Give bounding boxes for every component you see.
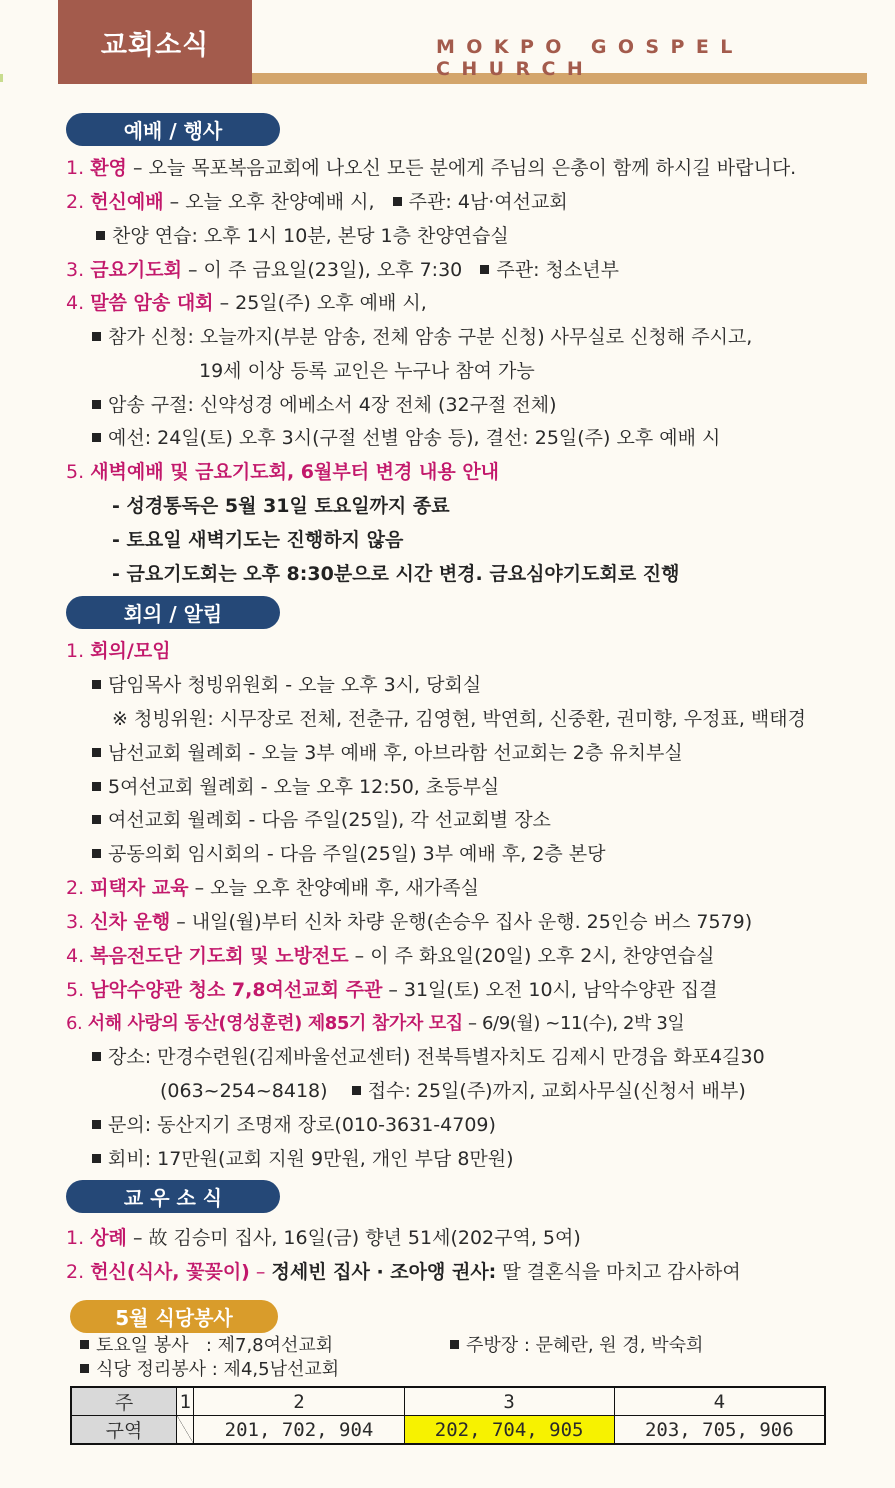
notice-worship-5b: - 토요일 새벽기도는 진행하지 않음 bbox=[112, 529, 404, 551]
notice-worship-2-detail: 찬양 연습: 오후 1시 10분, 본당 1층 찬양연습실 bbox=[96, 223, 509, 249]
bullet-icon bbox=[480, 265, 489, 274]
notice-meeting-6a: 장소: 만경수련원(김제바울선교센터) 전북특별자치도 김제시 만경읍 화포4길30 bbox=[92, 1044, 765, 1070]
section-pill-meal: 5월 식당봉사 bbox=[70, 1300, 278, 1333]
notice-worship-5: 5. 새벽예배 및 금요기도회, 6월부터 변경 내용 안내 bbox=[66, 461, 500, 483]
notice-worship-1: 1. 환영 – 오늘 목포복음교회에 나오신 모든 분에게 주님의 은총이 함께 하시길 바랍니다. bbox=[66, 157, 797, 179]
section-pill-members: 교 우 소 식 bbox=[66, 1180, 280, 1213]
header-tab-label: 교회소식 bbox=[100, 29, 210, 61]
bullet-icon bbox=[92, 782, 101, 791]
notice-worship-5a: - 성경통독은 5월 31일 토요일까지 종료 bbox=[112, 495, 450, 517]
notice-worship-4-apply-cont: 19세 이상 등록 교인은 누구나 참여 가능 bbox=[199, 360, 535, 382]
bullet-icon bbox=[92, 748, 101, 757]
bullet-icon bbox=[96, 231, 105, 240]
notice-meeting-1c: 5여선교회 월례회 - 오늘 오후 12:50, 초등부실 bbox=[92, 774, 499, 800]
bullet-icon bbox=[92, 400, 101, 409]
meal-saturday: 토요일 봉사 : 제7,8여선교회 bbox=[80, 1333, 333, 1359]
notice-worship-4-apply: 참가 신청: 오늘까지(부분 암송, 전체 암송 구분 신청) 사무실로 신청해 주시고, bbox=[92, 324, 752, 350]
table-row bbox=[71, 1416, 825, 1445]
notice-meeting-6b: 문의: 동산지기 조명재 장로(010-3631-4709) bbox=[92, 1112, 496, 1138]
notice-meeting-3: 3. 신차 운행 – 내일(월)부터 신차 차량 운행(손승우 집사 운행. 25인승 버스 7579) bbox=[66, 911, 753, 933]
notice-meeting-5: 5. 남악수양관 청소 7,8여선교회 주관 – 31일(토) 오전 10시, 남악수양관 집결 bbox=[66, 979, 718, 1001]
notice-members-1: 1. 상례 – 故 김승미 집사, 16일(금) 향년 51세(202구역, 5여) bbox=[66, 1227, 581, 1249]
bullet-icon bbox=[92, 1120, 101, 1129]
bullet-icon bbox=[80, 1364, 89, 1373]
notice-meeting-4: 4. 복음전도단 기도회 및 노방전도 – 이 주 화요일(20일) 오후 2시, 찬양연습실 bbox=[66, 945, 715, 967]
meal-cleanup: 식당 정리봉사 : 제4,5남선교회 bbox=[80, 1357, 339, 1383]
notice-meeting-1b: 남선교회 월례회 - 오늘 3부 예배 후, 아브라함 선교회는 2층 유치부실 bbox=[92, 740, 683, 766]
table-area-cell: 203, 705, 906 bbox=[614, 1416, 825, 1445]
bullet-icon bbox=[92, 433, 101, 442]
table-row-label: 구역 bbox=[71, 1416, 177, 1445]
bullet-icon bbox=[450, 1340, 459, 1349]
notice-members-2: 2. 헌신(식사, 꽃꽂이) – 정세빈 집사 · 조아앵 권사: 딸 결혼식을 마치고 감사하여 bbox=[66, 1261, 741, 1283]
header-accent bbox=[0, 74, 3, 82]
bullet-icon bbox=[92, 815, 101, 824]
notice-worship-4-schedule: 예선: 24일(토) 오후 3시(구절 선별 암송 등), 결선: 25일(주) 오후 예배 시 bbox=[92, 425, 720, 451]
table-week-cell: 4 bbox=[614, 1387, 825, 1416]
bullet-icon bbox=[92, 1052, 101, 1061]
church-name: MOKPO GOSPEL CHURCH bbox=[436, 36, 744, 80]
notice-meeting-6a-phone: (063~254~8418) 접수: 25일(주)까지, 교회사무실(신청서 배부) bbox=[160, 1080, 746, 1102]
notice-meeting-6: 6. 서해 사랑의 동산(영성훈련) 제85기 참가자 모집 – 6/9(월) ~11(수), 2박 3일 bbox=[66, 1013, 685, 1034]
table-week-cell: 1 bbox=[177, 1387, 194, 1416]
notice-worship-3: 3. 금요기도회 – 이 주 금요일(23일), 오후 7:30 주관: 청소년부 bbox=[66, 259, 619, 281]
header-tab bbox=[58, 0, 252, 84]
table-area-cell-empty bbox=[177, 1416, 194, 1445]
notice-meeting-2: 2. 피택자 교육 – 오늘 오후 찬양예배 후, 새가족실 bbox=[66, 877, 479, 899]
section-pill-worship: 예배 / 행사 bbox=[66, 113, 280, 146]
table-header-label: 주 bbox=[71, 1387, 177, 1416]
notice-meeting-1e: 공동의회 임시회의 - 다음 주일(25일) 3부 예배 후, 2층 본당 bbox=[92, 841, 606, 867]
table-row bbox=[71, 1387, 825, 1416]
notice-worship-4: 4. 말씀 암송 대회 – 25일(주) 오후 예배 시, bbox=[66, 292, 427, 314]
table-week-cell: 3 bbox=[404, 1387, 614, 1416]
table-week-cell: 2 bbox=[194, 1387, 404, 1416]
bullet-icon bbox=[80, 1340, 89, 1349]
section-pill-meeting: 회의 / 알림 bbox=[66, 596, 280, 629]
bullet-icon bbox=[393, 197, 402, 206]
meal-kitchen: 주방장 : 문혜란, 원 경, 박숙희 bbox=[450, 1333, 703, 1359]
notice-meeting-1a-members: ※ 청빙위원: 시무장로 전체, 전춘규, 김영현, 박연희, 신중환, 권미향, 우정표, 백태경 bbox=[112, 708, 806, 730]
notice-worship-2: 2. 헌신예배 – 오늘 오후 찬양예배 시, 주관: 4남·여선교회 bbox=[66, 191, 568, 213]
notice-meeting-1: 1. 회의/모임 bbox=[66, 640, 171, 662]
notice-worship-5c: - 금요기도회는 오후 8:30분으로 시간 변경. 금요심야기도회로 진행 bbox=[112, 563, 680, 585]
bullet-icon bbox=[92, 1154, 101, 1163]
table-area-cell-highlight: 202, 704, 905 bbox=[404, 1416, 614, 1445]
meal-schedule-table bbox=[70, 1386, 826, 1445]
table-area-cell: 201, 702, 904 bbox=[194, 1416, 404, 1445]
notice-meeting-1a: 담임목사 청빙위원회 - 오늘 오후 3시, 당회실 bbox=[92, 672, 481, 698]
notice-meeting-1d: 여선교회 월례회 - 다음 주일(25일), 각 선교회별 장소 bbox=[92, 807, 551, 833]
bullet-icon bbox=[92, 849, 101, 858]
bullet-icon bbox=[352, 1086, 361, 1095]
bullet-icon bbox=[92, 332, 101, 341]
notice-worship-4-verses: 암송 구절: 신약성경 에베소서 4장 전체 (32구절 전체) bbox=[92, 392, 557, 418]
bullet-icon bbox=[92, 680, 101, 689]
notice-meeting-6c: 회비: 17만원(교회 지원 9만원, 개인 부담 8만원) bbox=[92, 1146, 514, 1172]
